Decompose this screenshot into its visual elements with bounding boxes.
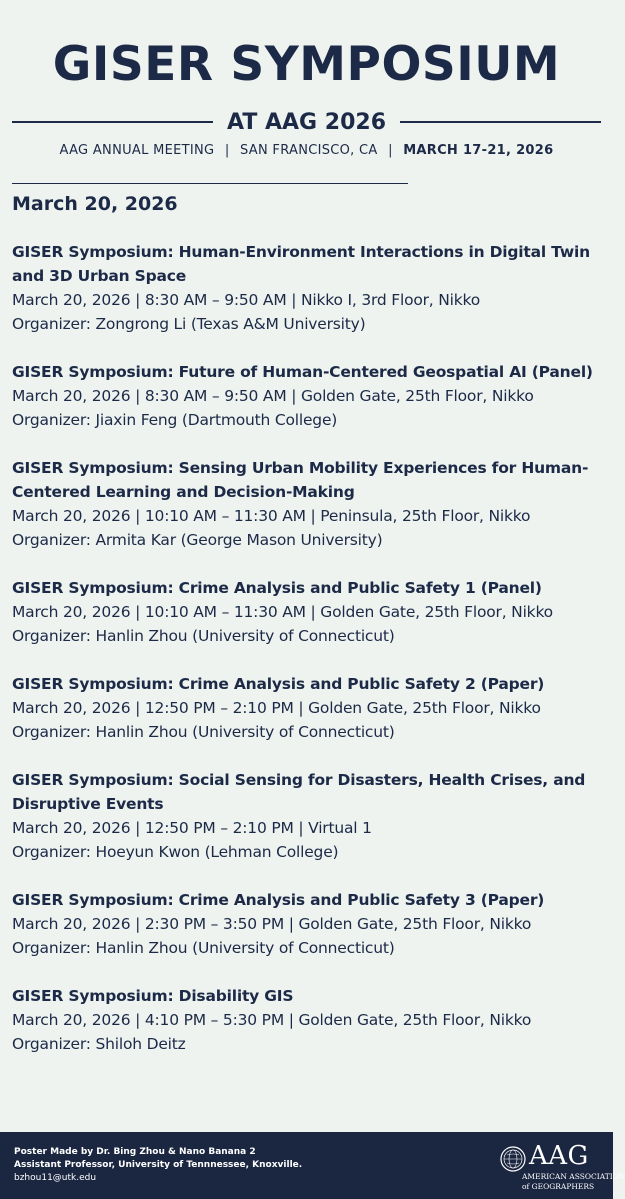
credit-affiliation: Assistant Professor, University of Tennnessee, Knoxville. (14, 1160, 303, 1170)
session-item (12, 768, 607, 864)
session-list (12, 240, 607, 1080)
footer (0, 1132, 625, 1199)
session-item (12, 240, 607, 336)
day-heading: March 20, 2026 (12, 193, 178, 215)
globe-seal-icon (500, 1146, 526, 1172)
separator: | (388, 143, 393, 158)
session-detail: March 20, 2026 | 10:10 AM – 11:30 AM | Golden Gate, 25th Floor, Nikko (12, 603, 553, 621)
session-detail: March 20, 2026 | 10:10 AM – 11:30 AM | Peninsula, 25th Floor, Nikko (12, 507, 531, 525)
session-detail: March 20, 2026 | 8:30 AM – 9:50 AM | Golden Gate, 25th Floor, Nikko (12, 387, 534, 405)
poster-title: GISER SYMPOSIUM (52, 37, 561, 92)
session-title: GISER Symposium: Crime Analysis and Public Safety 3 (Paper) (12, 891, 545, 909)
aag-logo (500, 1140, 625, 1194)
session-detail: March 20, 2026 | 12:50 PM – 2:10 PM | Virtual 1 (12, 819, 372, 837)
credit-author: Poster Made by Dr. Bing Zhou & Nano Banana 2 (14, 1147, 256, 1157)
session-detail: March 20, 2026 | 8:30 AM – 9:50 AM | Nikko I, 3rd Floor, Nikko (12, 291, 481, 309)
session-organizer: Organizer: Shiloh Deitz (12, 1035, 186, 1053)
session-organizer: Organizer: Hanlin Zhou (University of Connecticut) (12, 627, 395, 645)
session-detail: March 20, 2026 | 12:50 PM – 2:10 PM | Golden Gate, 25th Floor, Nikko (12, 699, 541, 717)
session-title: GISER Symposium: Social Sensing for Disasters, Health Crises, and Disruptive Events (12, 771, 586, 813)
session-item (12, 360, 607, 432)
session-item (12, 576, 607, 648)
session-item (12, 888, 607, 960)
subtitle-row (12, 107, 601, 137)
session-title: GISER Symposium: Sensing Urban Mobility Experiences for Human-Centered Learning and Decision-Making (12, 459, 589, 501)
meeting-dates: MARCH 17-21, 2026 (403, 143, 554, 158)
session-title: GISER Symposium: Crime Analysis and Public Safety 1 (Panel) (12, 579, 542, 597)
separator: | (224, 143, 230, 158)
poster-subtitle: AT AAG 2026 (227, 109, 386, 135)
logo-line-1: AMERICAN ASSOCIATION (522, 1172, 625, 1181)
poster-credits (14, 1146, 302, 1185)
session-title: GISER Symposium: Crime Analysis and Public Safety 2 (Paper) (12, 675, 545, 693)
session-organizer: Organizer: Armita Kar (George Mason University) (12, 531, 383, 549)
session-item (12, 984, 607, 1056)
meeting-location: SAN FRANCISCO, CA (239, 143, 378, 158)
session-item (12, 456, 607, 552)
session-organizer: Organizer: Hanlin Zhou (University of Connecticut) (12, 723, 395, 741)
session-organizer: Organizer: Zongrong Li (Texas A&M University) (12, 315, 366, 333)
session-title: GISER Symposium: Disability GIS (12, 987, 294, 1005)
subtitle-rule-left (12, 121, 213, 123)
session-item (12, 672, 607, 744)
session-title: GISER Symposium: Human-Environment Interactions in Digital Twin and 3D Urban Space (12, 243, 590, 285)
divider (12, 183, 408, 184)
meeting-info (0, 140, 613, 162)
credit-email: bzhou11@utk.edu (14, 1173, 97, 1183)
session-detail: March 20, 2026 | 4:10 PM – 5:30 PM | Golden Gate, 25th Floor, Nikko (12, 1011, 532, 1029)
session-organizer: Organizer: Hoeyun Kwon (Lehman College) (12, 843, 339, 861)
session-organizer: Organizer: Jiaxin Feng (Dartmouth College) (12, 411, 338, 429)
session-organizer: Organizer: Hanlin Zhou (University of Connecticut) (12, 939, 395, 957)
subtitle-rule-right (400, 121, 601, 123)
session-title: GISER Symposium: Future of Human-Centered Geospatial AI (Panel) (12, 363, 593, 381)
logo-abbreviation: AAG (529, 1141, 589, 1171)
meeting-name: AAG ANNUAL MEETING (59, 143, 215, 158)
logo-line-2: of GEOGRAPHERS (522, 1182, 595, 1191)
session-detail: March 20, 2026 | 2:30 PM – 3:50 PM | Golden Gate, 25th Floor, Nikko (12, 915, 532, 933)
logo-organization-name (522, 1172, 625, 1192)
